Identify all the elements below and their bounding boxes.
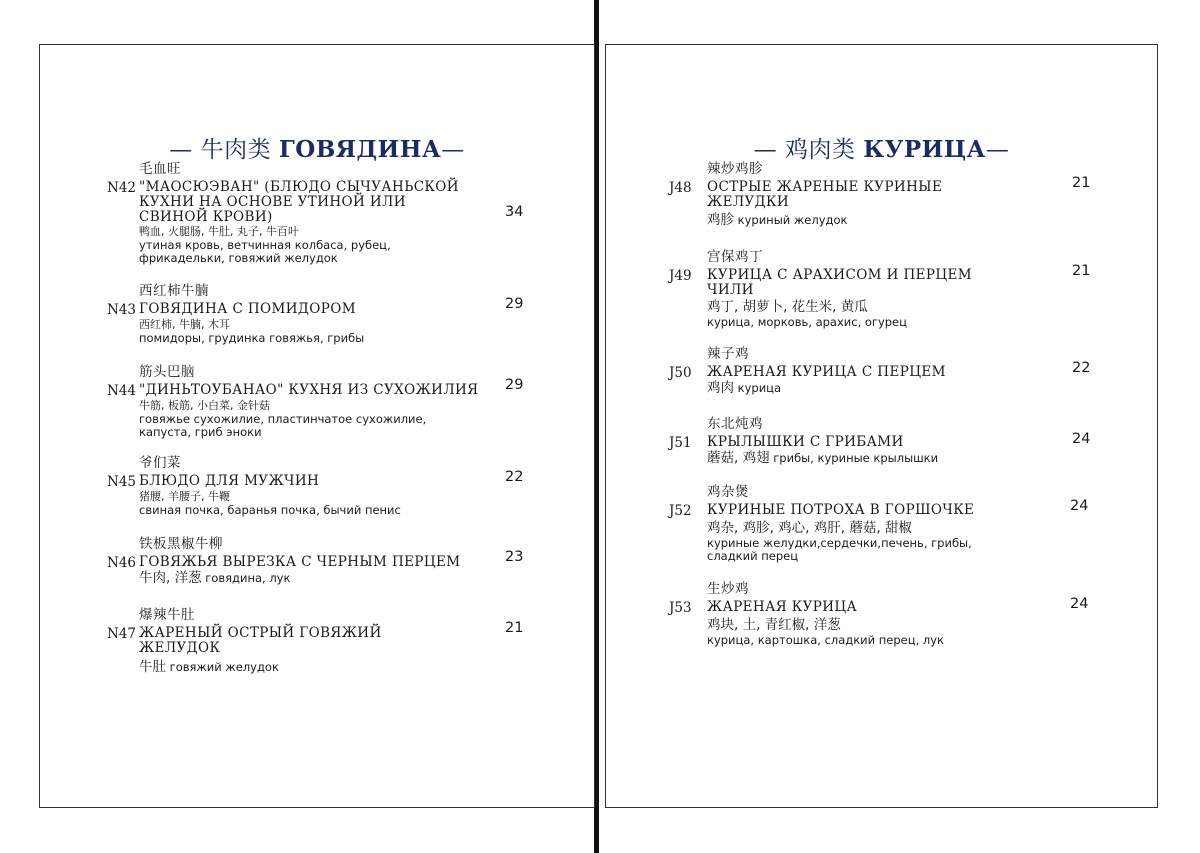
menu-item-n43 <box>107 279 364 345</box>
dish-ingredients-ru: грибы, куриные крылышки <box>773 451 939 465</box>
dish-price: 29 <box>505 296 524 312</box>
menu-item-j53 <box>669 577 944 647</box>
dish-code: N42 <box>107 180 136 196</box>
dish-title: КУРИНЫЕ ПОТРОХА В ГОРШОЧКЕ <box>707 502 975 518</box>
dish-ingredients <box>669 213 957 228</box>
left-page <box>39 44 595 808</box>
dish-cn-name: 宫保鸡丁 <box>707 249 763 265</box>
dish-ingredients-cn: 蘑菇, 鸡翅 <box>707 450 770 466</box>
dish-price: 23 <box>505 549 524 565</box>
dish-cn-name: 鸡杂煲 <box>707 484 749 500</box>
heading-dash: — <box>441 137 465 163</box>
menu-item-j50 <box>669 342 946 396</box>
dish-title: ЖАРЕНЫЙ ОСТРЫЙ ГОВЯЖИЙ ЖЕЛУДОК <box>139 625 382 656</box>
dish-ingredients <box>669 451 938 466</box>
dish-ingredients-cn: 鸡胗 <box>707 212 734 228</box>
dish-cn-name: 生炒鸡 <box>707 581 749 597</box>
heading-dash: — <box>753 137 778 163</box>
dish-title: КРЫЛЫШКИ С ГРИБАМИ <box>707 434 904 450</box>
heading-cn: 牛肉类 <box>200 137 272 163</box>
dish-cn-name: 筋头巴脑 <box>139 364 195 380</box>
dish-ingredients-cn: 鸭血, 火腿肠, 牛肚, 丸子, 牛百叶 <box>139 225 299 238</box>
dish-price: 22 <box>505 469 524 485</box>
dish-code: J51 <box>669 435 692 451</box>
dish-price: 24 <box>1070 596 1089 612</box>
dish-title: КУРИЦА С АРАХИСОМ И ПЕРЦЕМ ЧИЛИ <box>707 267 973 298</box>
menu-item-j52 <box>669 480 997 563</box>
menu-item-n45 <box>107 451 401 517</box>
dish-price: 29 <box>505 377 524 393</box>
dish-code: J48 <box>669 180 692 196</box>
dish-code: N44 <box>107 383 136 399</box>
dish-ingredients-cn: 牛筋, 板筋, 小白菜, 金针菇 <box>139 399 270 412</box>
menu-item-j51 <box>669 412 938 466</box>
dish-ingredients-cn: 牛肉, 洋葱 <box>139 570 202 586</box>
dish-cn-name: 西红柿牛腩 <box>139 283 209 299</box>
dish-ingredients-ru: куриный желудок <box>737 213 848 227</box>
dish-price: 21 <box>1072 175 1091 191</box>
dish-title: ЖАРЕНАЯ КУРИЦА С ПЕРЦЕМ <box>707 364 946 380</box>
dish-title: ГОВЯЖЬЯ ВЫРЕЗКА С ЧЕРНЫМ ПЕРЦЕМ <box>139 554 461 570</box>
dish-code: J50 <box>669 365 692 381</box>
dish-code: J49 <box>669 268 692 284</box>
dish-title: "МАОСЮЭВАН" (БЛЮДО СЫЧУАНЬСКОЙ КУХНИ НА ОСНОВЕ УТИНОЙ ИЛИ СВИНОЙ КРОВИ) <box>139 179 459 225</box>
heading-cn: 鸡肉类 <box>784 137 856 163</box>
dish-code: N47 <box>107 626 136 642</box>
menu-item-n42 <box>107 157 469 265</box>
dish-ingredients-cn: 鸡块, 土, 青红椒, 洋葱 <box>707 617 841 633</box>
dish-code: N45 <box>107 474 136 490</box>
dish-ingredients-cn: 牛肚 <box>139 659 166 675</box>
dish-ingredients-ru: свиная почка, баранья почка, бычий пенис <box>139 503 401 517</box>
heading-dash: — <box>169 137 193 163</box>
dish-cn-name: 东北炖鸡 <box>707 416 763 432</box>
dish-ingredients-ru: курица, морковь, арахис, огурец <box>707 315 907 329</box>
dish-ingredients-cn: 鸡杂, 鸡胗, 鸡心, 鸡肝, 蘑菇, 甜椒 <box>707 520 912 536</box>
dish-cn-name: 辣子鸡 <box>707 346 749 362</box>
dish-title: ОСТРЫЕ ЖАРЕНЫЕ КУРИНЫЕ ЖЕЛУДКИ <box>707 179 943 210</box>
dish-price: 22 <box>1072 360 1091 376</box>
right-page <box>605 44 1158 808</box>
dish-cn-name: 铁板黑椒牛柳 <box>139 536 223 552</box>
dish-ingredients-cn: 西红柿, 牛腩, 木耳 <box>139 318 230 331</box>
dish-title: БЛЮДО ДЛЯ МУЖЧИН <box>139 473 320 489</box>
dish-title: ЖАРЕНАЯ КУРИЦА <box>707 599 858 615</box>
dish-code: N46 <box>107 555 136 571</box>
dish-cn-name: 毛血旺 <box>139 161 181 177</box>
dish-ingredients-cn: 猪腰, 羊腰子, 牛鞭 <box>139 490 230 503</box>
menu-item-j49 <box>669 245 977 329</box>
dish-price: 21 <box>505 620 524 636</box>
dish-code: N43 <box>107 302 136 318</box>
dish-cn-name: 爆辣牛肚 <box>139 607 195 623</box>
heading-ru: КУРИЦА <box>863 136 986 163</box>
dish-ingredients-ru: утиная кровь, ветчинная колбаса, рубец, фрикадельки, говяжий желудок <box>139 238 391 265</box>
dish-price: 21 <box>1072 263 1091 279</box>
dish-ingredients <box>107 571 461 586</box>
menu-item-j48 <box>669 157 957 228</box>
heading-ru: ГОВЯДИНА <box>278 136 442 163</box>
heading-dash: — <box>985 137 1010 163</box>
dish-ingredients-cn: 鸡肉 <box>707 380 734 396</box>
dish-ingredients-ru: говяжий желудок <box>169 660 279 674</box>
dish-price: 24 <box>1072 431 1091 447</box>
dish-ingredients-ru: куриные желудки,сердечки,печень, грибы, сладкий перец <box>707 536 972 563</box>
dish-ingredients <box>107 660 399 675</box>
dish-ingredients-cn: 鸡丁, 胡萝卜, 花生米, 黄瓜 <box>707 299 868 315</box>
dish-ingredients <box>669 381 946 396</box>
dish-price: 24 <box>1070 498 1089 514</box>
dish-ingredients-ru: говяжье сухожилие, пластинчатое сухожилие, капуста, гриб эноки <box>139 412 427 439</box>
menu-item-n47 <box>107 603 399 675</box>
dish-title: "ДИНЬТОУБАНАО" КУХНЯ ИЗ СУХОЖИЛИЯ <box>139 382 479 398</box>
menu-item-n44 <box>107 360 478 439</box>
dish-cn-name: 辣炒鸡胗 <box>707 161 763 177</box>
dish-price: 34 <box>505 204 524 220</box>
dish-ingredients-ru: помидоры, грудинка говяжья, грибы <box>139 331 365 345</box>
dish-code: J53 <box>669 600 692 616</box>
dish-ingredients-ru: курица <box>737 381 782 395</box>
menu-item-n46 <box>107 532 461 586</box>
dish-ingredients-ru: курица, картошка, сладкий перец, лук <box>707 633 944 647</box>
dish-code: J52 <box>669 503 692 519</box>
dish-title: ГОВЯДИНА С ПОМИДОРОМ <box>139 301 356 317</box>
dish-cn-name: 爷们菜 <box>139 455 181 471</box>
dish-ingredients-ru: говядина, лук <box>205 571 291 585</box>
